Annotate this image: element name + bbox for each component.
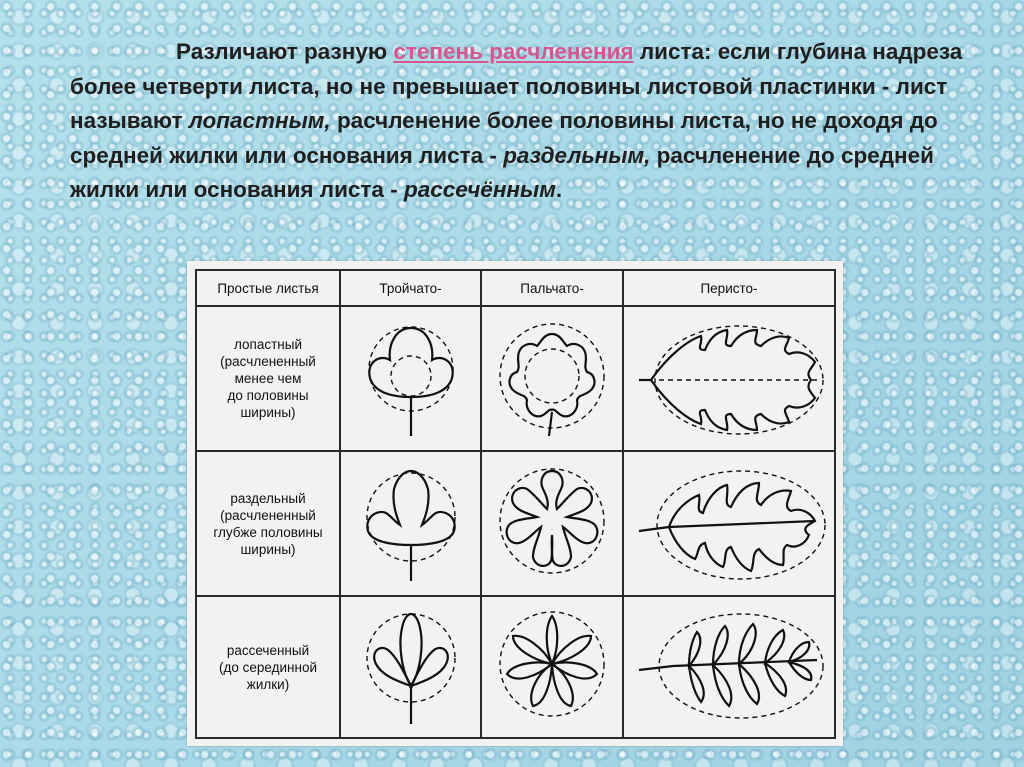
pinnate-lobed-leaf-icon (629, 314, 829, 444)
ternate-parted-leaf-icon (346, 459, 476, 589)
cell-palmate-parted (481, 451, 623, 596)
heading-text-2: листа: если глубина надреза более четверти листа, но не превышает половины листовой пластинки - лист называют (70, 39, 963, 133)
cell-ternate-lobed (340, 306, 481, 451)
term-dissected: рассечённым (403, 177, 556, 202)
cell-ternate-parted (340, 451, 481, 596)
row-label-parted: раздельный (расчлененный глубже половины ширины) (196, 451, 340, 596)
term-parted: раздельным, (503, 142, 651, 168)
cell-pinnate-parted (623, 451, 835, 596)
cell-palmate-dissected (481, 596, 623, 738)
palmate-parted-leaf-icon (487, 459, 617, 589)
pinnate-dissected-leaf-icon (629, 602, 829, 732)
row-label-lobed: лопастный (расчлененный менее чем до половины ширины) (196, 306, 340, 451)
palmate-dissected-leaf-icon (487, 602, 617, 732)
cell-pinnate-dissected (623, 596, 835, 738)
heading-text-1: Различают разную (176, 39, 394, 64)
ternate-lobed-leaf-icon (346, 314, 476, 444)
palmate-lobed-leaf-icon (487, 314, 617, 444)
pinnate-parted-leaf-icon (629, 459, 829, 589)
term-lobed: лопастным, (188, 108, 331, 133)
heading-text-5: . (555, 177, 563, 202)
heading-text-3: расчленение более половины листа, но не доходя до средней жилки или основания листа - (70, 108, 938, 168)
cell-ternate-dissected (340, 596, 481, 738)
division-degree-link[interactable]: степень расчленения (393, 39, 634, 64)
header-simple-leaves: Простые листья (196, 270, 340, 306)
leaf-division-figure (187, 261, 843, 746)
header-palmate: Пальчато- (481, 270, 623, 306)
header-pinnate: Перисто- (623, 270, 835, 306)
cell-palmate-lobed (481, 306, 623, 451)
leaf-division-table (195, 269, 836, 739)
slide-heading (70, 35, 970, 208)
row-label-dissected: рассеченный (до серединной жилки) (196, 596, 340, 738)
heading-text-4: расчленение до средней жилки или основания листа - (70, 142, 934, 202)
header-ternate: Тройчато- (340, 270, 481, 306)
ternate-dissected-leaf-icon (346, 602, 476, 732)
cell-pinnate-lobed (623, 306, 835, 451)
